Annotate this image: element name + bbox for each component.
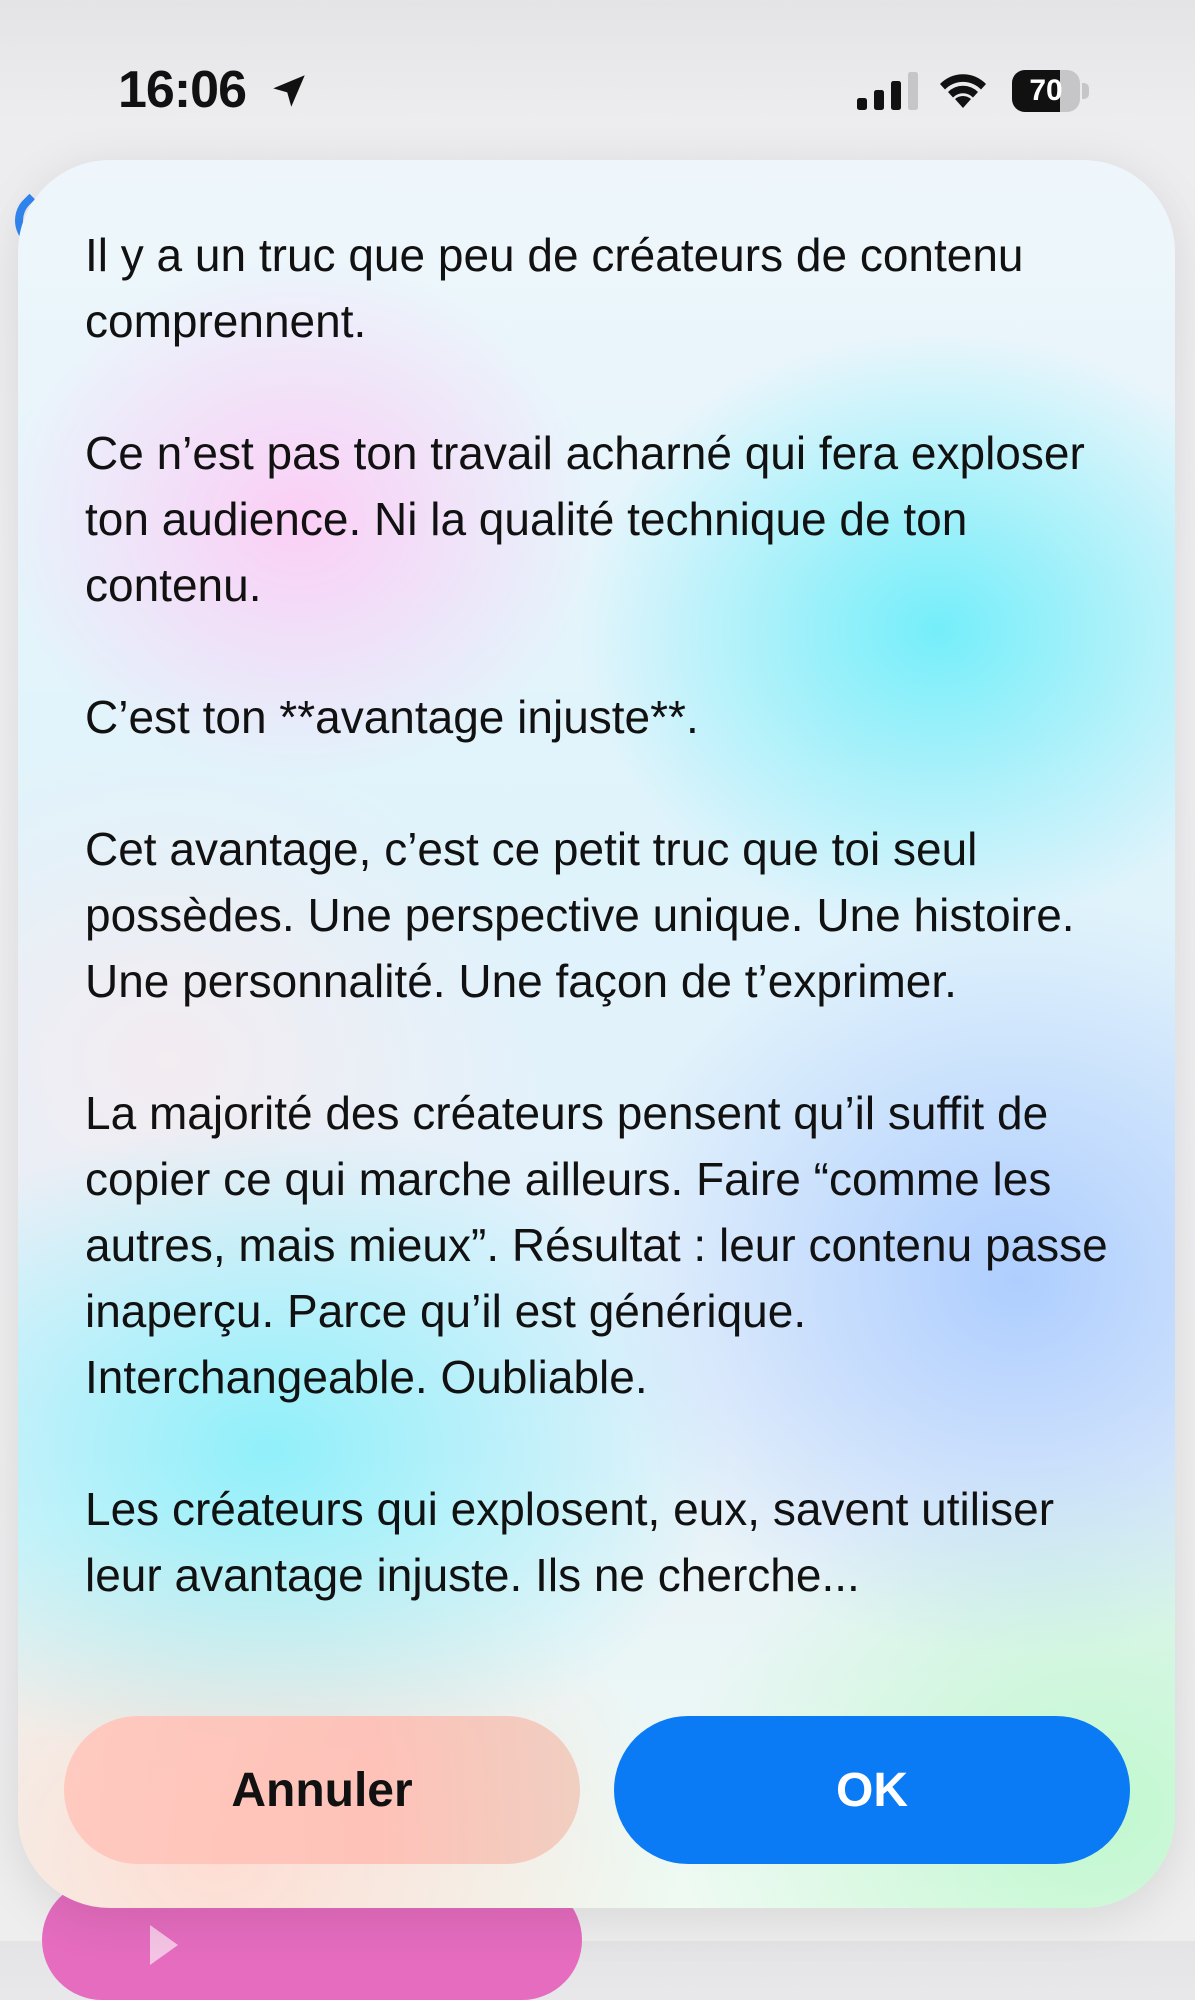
- status-bar: [0, 0, 1195, 160]
- wifi-icon: [935, 70, 991, 110]
- ok-button[interactable]: OK: [614, 1716, 1130, 1864]
- message-paragraph: Cet avantage, c’est ce petit truc que toi seul possèdes. Une perspective unique. Une histoire. Une personnalité. Une façon de t’exprimer.: [85, 823, 1075, 1007]
- message-paragraph: Ce n’est pas ton travail acharné qui fera exploser ton audience. Ni la qualité technique de ton contenu.: [85, 427, 1085, 611]
- alert-dialog: [18, 160, 1175, 1908]
- play-icon: [150, 1925, 178, 1965]
- battery-level: 70: [1029, 74, 1063, 107]
- battery-cap: [1082, 83, 1089, 99]
- message-paragraph: Il y a un truc que peu de créateurs de contenu comprennent.: [85, 229, 1024, 347]
- status-time: 16:06: [118, 61, 246, 119]
- dialog-message[interactable]: [85, 222, 1135, 1692]
- battery-body: [1012, 70, 1080, 112]
- battery-indicator: [1012, 70, 1090, 112]
- cancel-button[interactable]: Annuler: [64, 1716, 580, 1864]
- message-paragraph: Les créateurs qui explosent, eux, savent utiliser leur avantage injuste. Ils ne cherche...: [85, 1483, 1055, 1601]
- message-paragraph: C’est ton **avantage injuste**.: [85, 691, 699, 743]
- message-paragraph: La majorité des créateurs pensent qu’il suffit de copier ce qui marche ailleurs. Faire “comme les autres, mais mieux”. Résultat : leur contenu passe inaperçu. Parce qu’il est générique. Interchangeable. Oubliable.: [85, 1087, 1108, 1403]
- location-arrow-icon: [268, 70, 310, 112]
- cellular-signal-icon: [857, 72, 919, 110]
